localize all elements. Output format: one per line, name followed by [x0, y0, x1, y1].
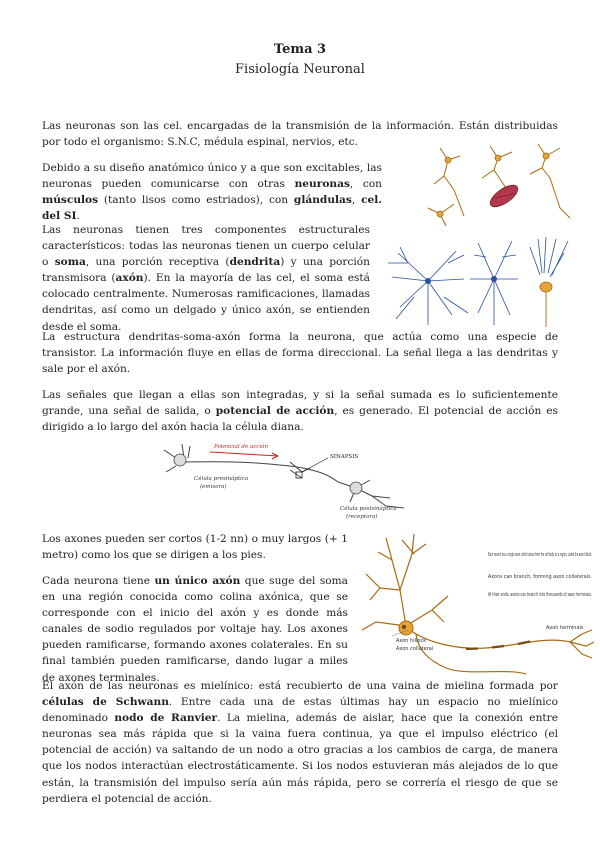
text: Las señales que llegan a ellas son integradas, y si la señal sumada es lo suficientemente grande, una señal de salida, o — [42, 389, 558, 418]
bold-term: cel. del SI — [42, 194, 382, 223]
bold-term: potencial de acción — [215, 405, 335, 418]
text: ). En la mayoría de las cel, el soma está colocado centralmente. Numerosas ramificaciones, llamadas dendritas, así como un delgado y único axón, se entienden desde el soma. — [42, 272, 370, 333]
text: , una porción receptiva ( — [85, 256, 230, 269]
text: , — [351, 194, 362, 207]
page-subtitle: Fisiología Neuronal — [235, 62, 365, 77]
neuron-notes — [488, 552, 592, 598]
paragraph-intro: Las neuronas son las cel. encargadas de la transmisión de la información. Están distribuidas por todo el organismo: S.N.C, médula espinal, nervios, etc. — [42, 120, 558, 149]
bold-term: axón — [115, 272, 144, 285]
bold-term: glándulas — [293, 194, 352, 207]
text: (tanto lisos como estriados), con — [98, 194, 294, 207]
note-axon-collaterals: Axons can branch, forming axon collaterals. — [488, 574, 593, 580]
synapse-diagram — [160, 436, 410, 528]
text: . — [76, 210, 80, 223]
text: . Entre cada una de estas últimas hay un espacio no mielínico denominado — [42, 696, 558, 725]
label-action-potential: Potencial de acción — [214, 444, 268, 450]
label-axon-terminals: Axon terminals — [546, 625, 584, 631]
bold-term: nodo de Ranvier — [114, 712, 218, 725]
label-synapse: SINAPSIS — [330, 454, 359, 460]
label-presynaptic-role: (emisora) — [200, 484, 227, 490]
label-axon-collateral: Axon collateral — [396, 646, 434, 652]
paragraph-action-potential — [42, 387, 558, 435]
note-axon-terminals: At their ends, axons can branch into thousands of axon terminals. — [488, 592, 593, 598]
text: El axón de las neuronas es mielínico: está recubierto de una vaina de mielina formada por — [42, 680, 558, 692]
label-postsynaptic-role: (receptora) — [346, 514, 378, 520]
paragraph-axon-length: Los axones pueden ser cortos (1-2 nn) o muy largos (+ 1 metro) como los que se dirigen a los pies. — [42, 533, 348, 562]
neuron-types-illustration — [420, 138, 580, 230]
label-axon-hillock: Axon hillock — [396, 638, 427, 644]
label-presynaptic: Célula presináptica — [194, 476, 249, 482]
paragraph-transistor: La estructura dendritas-soma-axón forma la neurona, que actúa como una especie de transistor. La información fluye en ellas de forma direccional. La señal llega a las dendritas y sale por el axón. — [42, 331, 558, 376]
text: Las neuronas tienen tres componentes estructurales característicos: todas las neuronas tienen un cuerpo celular o — [42, 224, 370, 269]
page-title: Tema 3 — [273, 42, 327, 57]
paragraph-communication — [42, 160, 382, 224]
paragraph-structure — [42, 222, 370, 335]
text: ) y una porción transmisora ( — [42, 256, 370, 285]
paragraph-myelin — [42, 678, 558, 807]
bold-term: células de Schwann — [42, 696, 169, 709]
bold-term: un único axón — [154, 575, 241, 587]
neuron-anatomy-illustration — [356, 530, 596, 680]
bold-term: soma — [54, 256, 86, 269]
text: , con — [349, 178, 383, 191]
text: Cada neurona tiene — [42, 575, 155, 587]
note-single-axon: Each neuron has a single axon, which arises from the cell body at a region, called the axon hillock. — [488, 552, 593, 558]
dendrite-types-illustration — [378, 233, 574, 327]
text: . La mielina, además de aislar, hace que la conexión entre neuronas sea más rápida que si la vaina fuera continua, ya que el impulso eléctrico (el potencial de acción) va saltando de un nodo a otro gracias a los cambios de carga, de manera que los nodos interactúan electrostáticamente. Si los nodos estuvieran más alejados de lo que están, la transmisión del impulso sería aún más rápida, pero se correría el riesgo de que se perdiera el potencial de acción. — [42, 712, 558, 805]
paragraph-single-axon — [42, 573, 348, 686]
label-postsynaptic: Célula postsináptica — [340, 506, 397, 512]
bold-term: neuronas — [294, 178, 350, 191]
bold-term: dendrita — [229, 256, 281, 269]
bold-term: músculos — [42, 194, 99, 207]
text: Debido a su diseño anatómico único y a que son excitables, las neuronas pueden comunicarse con otras — [42, 162, 382, 191]
text: que suge del soma en una región conocida como colina axónica, que se corresponde con el inicio del axón y es donde más canales de sodio regulados por voltaje hay. Los axones pueden ramificarse, formando axones colaterales. En su final también pueden ramificarse, dando lugar a miles de axones terminales. — [42, 575, 348, 684]
text: , es generado. El potencial de acción es dirigido a lo largo del axón hacia la célula diana. — [42, 405, 558, 434]
